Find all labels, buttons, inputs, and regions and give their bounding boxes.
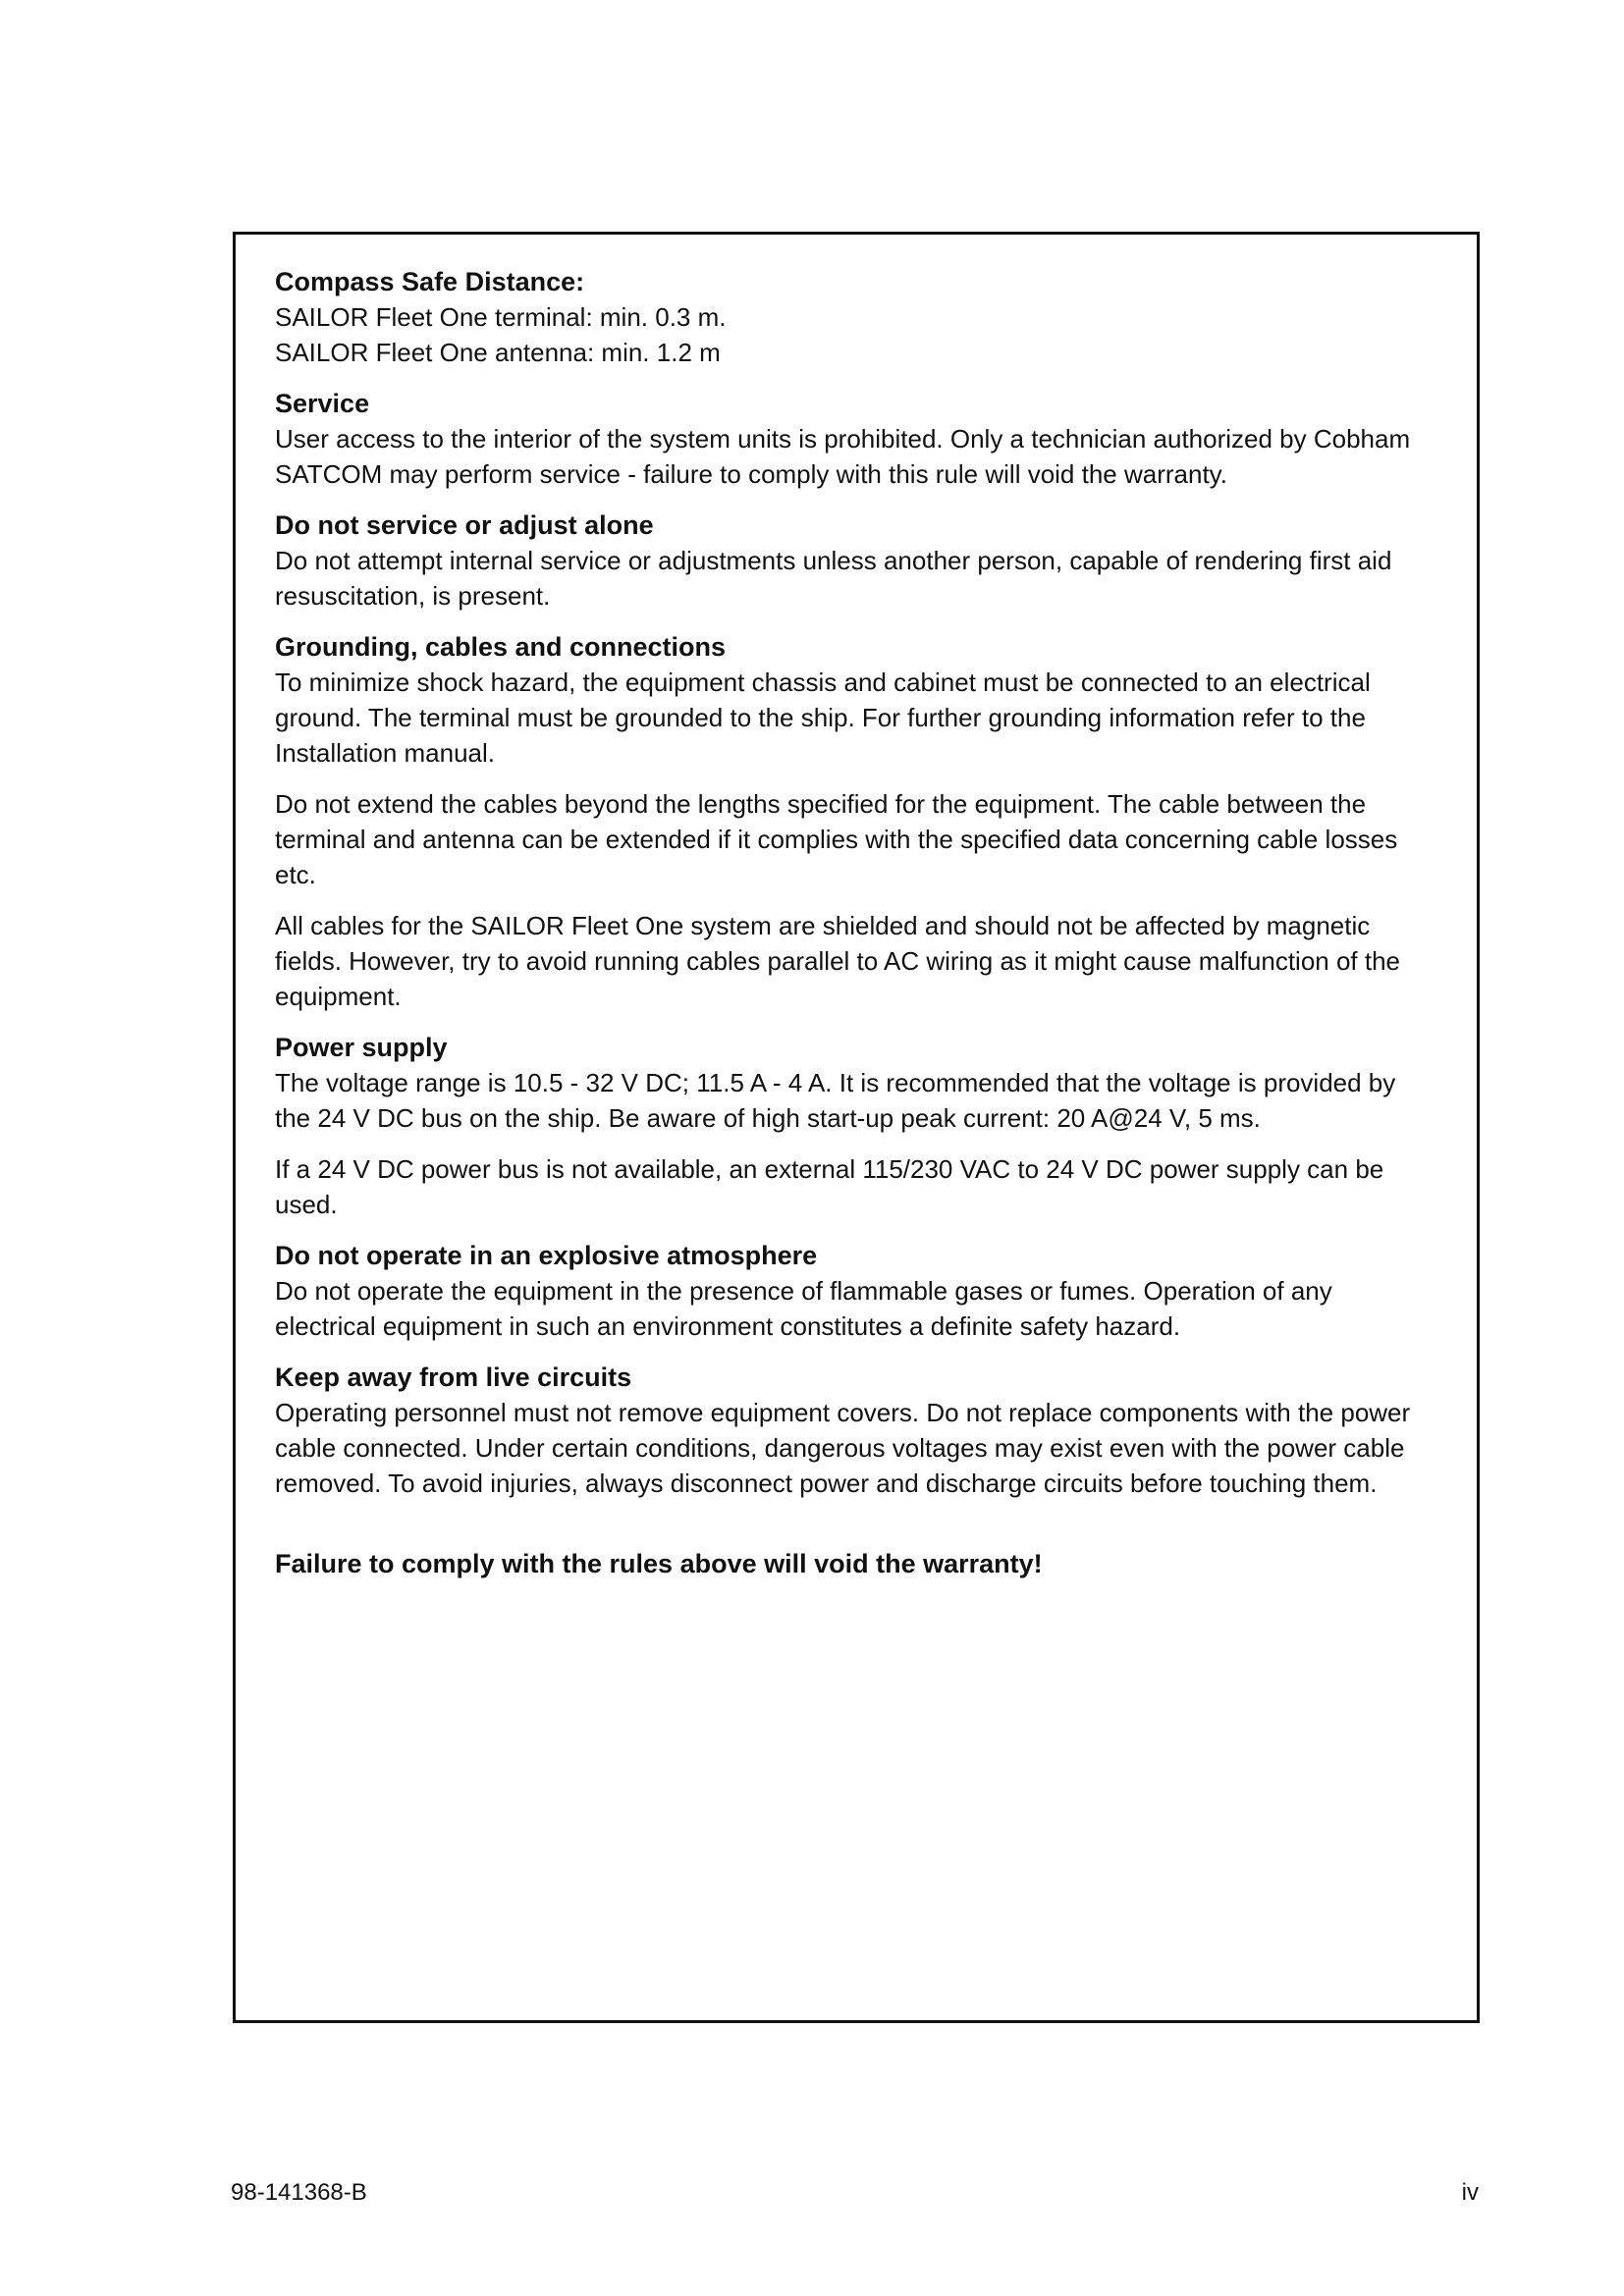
section-paragraph: To minimize shock hazard, the equipment chassis and cabinet must be connected to an electrical ground. The terminal must be grounded to the ship. For further grounding information refer to the Installation manual. [275, 667, 1371, 768]
section-heading: Compass Safe Distance: [275, 267, 585, 296]
section-live-circuits [275, 1360, 1437, 1501]
section-heading: Keep away from live circuits [275, 1362, 632, 1392]
document-number: 98-141368-B [231, 2179, 367, 2206]
section-heading: Service [275, 389, 370, 418]
section-paragraph: The voltage range is 10.5 - 32 V DC; 11.5 A - 4 A. It is recommended that the voltage is provided by the 24 V DC bus on the ship. Be aware of high start-up peak current: 20 A@24 V, 5 ms. [275, 1068, 1396, 1133]
page-number: iv [1461, 2179, 1479, 2206]
section-power-supply [275, 1030, 1437, 1222]
section-paragraph: Operating personnel must not remove equipment covers. Do not replace components with the power cable connected. Under certain conditions, dangerous voltages may exist even with the power cable removed. To avoid injuries, always disconnect power and discharge circuits before touching them. [275, 1398, 1411, 1498]
section-paragraph: Do not extend the cables beyond the lengths specified for the equipment. The cable between the terminal and antenna can be extended if it complies with the specified data concerning cable losses etc. [275, 789, 1398, 889]
section-compass-safe-distance [275, 264, 1437, 370]
section-heading: Power supply [275, 1033, 448, 1062]
section-paragraph: User access to the interior of the system units is prohibited. Only a technician authorized by Cobham SATCOM may perform service - failure to comply with this rule will void the warranty. [275, 424, 1411, 489]
safety-notice-box [233, 232, 1480, 2023]
section-paragraph: SAILOR Fleet One terminal: min. 0.3 m. [275, 302, 727, 332]
section-paragraph: Do not attempt internal service or adjustments unless another person, capable of rendering first aid resuscitation, is present. [275, 546, 1392, 611]
section-paragraph: If a 24 V DC power bus is not available, an external 115/230 VAC to 24 V DC power supply can be used. [275, 1154, 1384, 1219]
section-paragraph: Do not operate the equipment in the presence of flammable gases or fumes. Operation of any electrical equipment in such an environment constitutes a definite safety hazard. [275, 1276, 1332, 1341]
warranty-warning: Failure to comply with the rules above will void the warranty! [275, 1549, 1043, 1578]
section-heading: Grounding, cables and connections [275, 632, 727, 662]
section-service [275, 386, 1437, 492]
section-heading: Do not operate in an explosive atmosphere [275, 1241, 818, 1270]
section-heading: Do not service or adjust alone [275, 510, 654, 540]
section-paragraph: All cables for the SAILOR Fleet One system are shielded and should not be affected by magnetic fields. However, try to avoid running cables parallel to AC wiring as it might cause malfunction of the equipment. [275, 911, 1401, 1011]
section-explosive-atmosphere [275, 1238, 1437, 1344]
section-paragraph: SAILOR Fleet One antenna: min. 1.2 m [275, 338, 721, 367]
section-do-not-service-alone [275, 507, 1437, 614]
section-grounding-cables [275, 629, 1437, 1014]
